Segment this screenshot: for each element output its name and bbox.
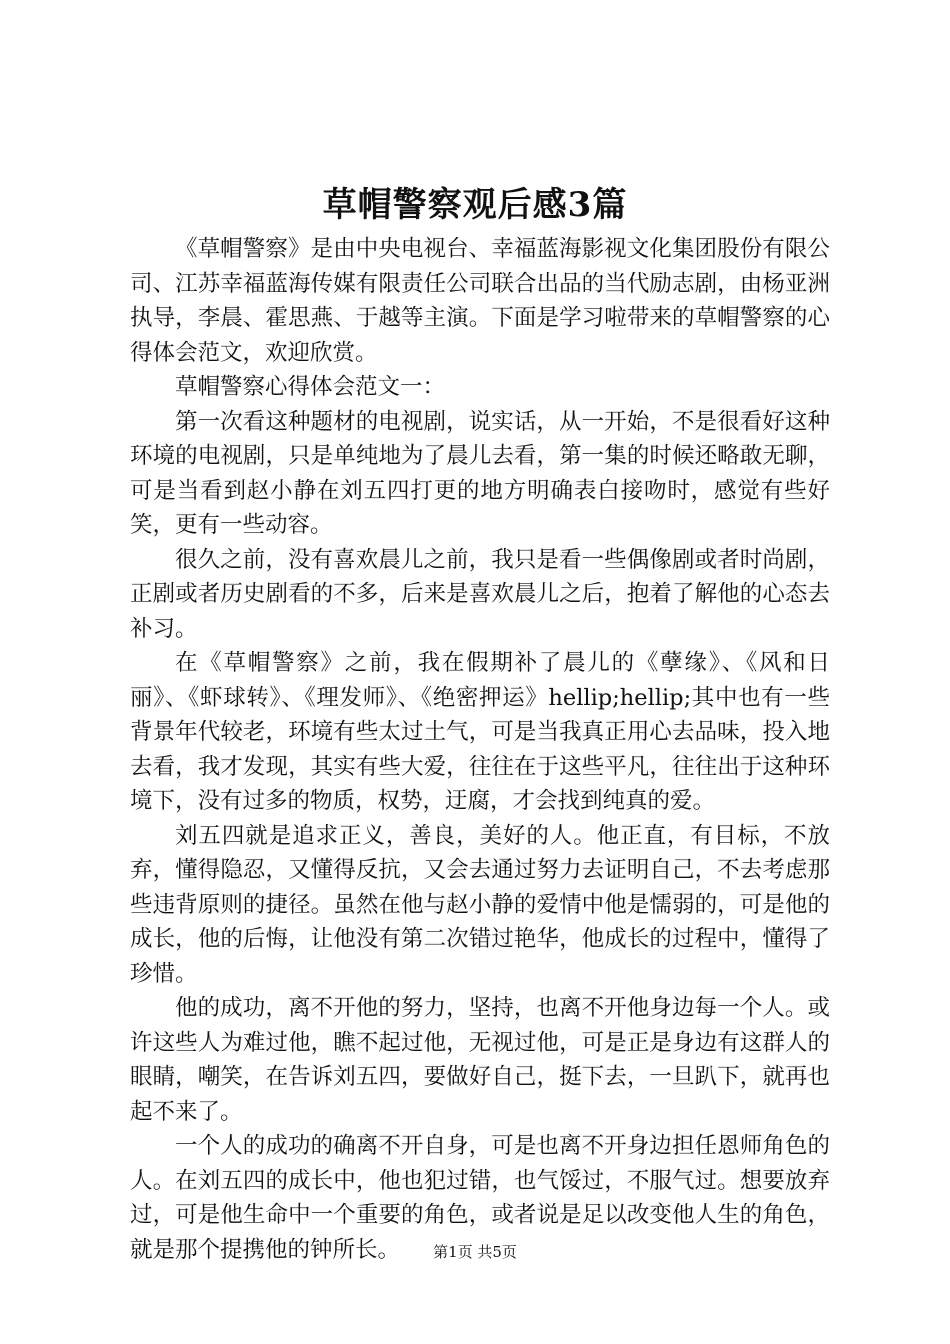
paragraph: 很久之前，没有喜欢晨儿之前，我只是看一些偶像剧或者时尚剧，正剧或者历史剧看的不多，后来是喜欢晨儿之后，抱着了解他的心态去补习。 <box>130 546 830 642</box>
page-footer: 第1页 共5页 <box>433 1243 517 1261</box>
article-body <box>130 232 830 1267</box>
paragraph: 一个人的成功的确离不开自身，可是也离不开身边担任恩师角色的人。在刘五四的成长中，他也犯过错，也气馁过，不服气过。想要放弃过，可是他生命中一个重要的角色，或者说是足以改变他人生的角色，就是那个提携他的钟所长。 <box>130 1133 830 1263</box>
paragraph: 刘五四就是追求正义，善良，美好的人。他正直，有目标，不放弃，懂得隐忍，又懂得反抗，又会去通过努力去证明自己，不去考虑那些违背原则的捷径。虽然在他与赵小静的爱情中他是懦弱的，可是他的成长，他的后悔，让他没有第二次错过艳华，他成长的过程中，懂得了珍惜。 <box>130 822 830 987</box>
paragraph-section-heading: 草帽警察心得体会范文一： <box>175 374 446 400</box>
paragraph-intro: 《草帽警察》是由中央电视台、幸福蓝海影视文化集团股份有限公司、江苏幸福蓝海传媒有限责任公司联合出品的当代励志剧，由杨亚洲执导，李晨、霍思燕、于越等主演。下面是学习啦带来的草帽警察的心得体会范文，欢迎欣赏。 <box>130 236 830 366</box>
page-title: 草帽警察观后感3篇 <box>322 185 628 225</box>
paragraph: 在《草帽警察》之前，我在假期补了晨儿的《孽缘》、《风和日丽》、《虾球转》、《理发师》、《绝密押运》hellip;hellip;其中也有一些背景年代较老，环境有些太过土气，可是当我真正用心去品味，投入地去看，我才发现，其实有些大爱，往往在于这些平凡，往往出于这种环境下，没有过多的物质，权势，迂腐，才会找到纯真的爱。 <box>130 650 830 814</box>
paragraph: 他的成功，离不开他的努力，坚持，也离不开他身边每一个人。或许这些人为难过他，瞧不起过他，无视过他，可是正是身边有这群人的眼睛，嘲笑，在告诉刘五四，要做好自己，挺下去，一旦趴下，就再也起不来了。 <box>130 995 830 1125</box>
paragraph: 第一次看这种题材的电视剧，说实话，从一开始，不是很看好这种环境的电视剧，只是单纯地为了晨儿去看，第一集的时候还略敢无聊，可是当看到赵小静在刘五四打更的地方明确表白接吻时，感觉有些好笑，更有一些动容。 <box>130 408 830 538</box>
